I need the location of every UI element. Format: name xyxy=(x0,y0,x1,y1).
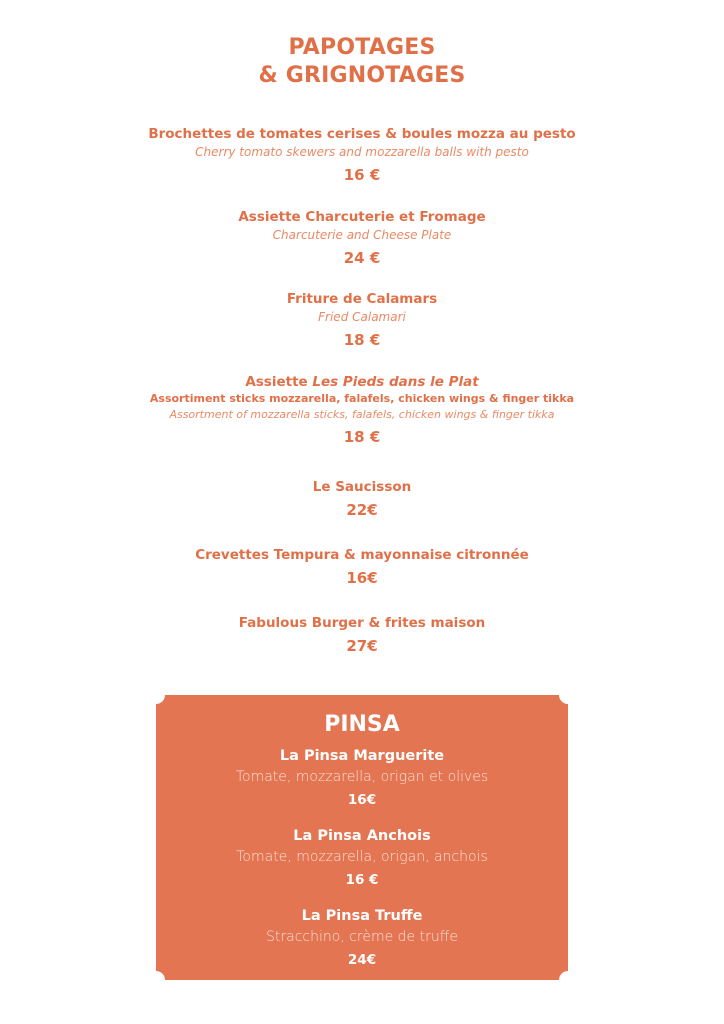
pinsa-item-price: 24€ xyxy=(347,952,377,968)
pinsa-item-price: 16 € xyxy=(345,872,379,888)
item-name xyxy=(0,373,724,391)
item-name: Crevettes Tempura & mayonnaise citronnée xyxy=(195,547,529,563)
pinsa-item-desc: Tomate, mozzarella, origan, anchois xyxy=(236,849,488,865)
menu-item xyxy=(0,373,724,447)
menu-item xyxy=(0,614,724,656)
panel-corner-notch xyxy=(559,686,577,704)
item-name: Friture de Calamars xyxy=(286,291,438,307)
item-price: 22€ xyxy=(346,501,378,519)
section-title-line1: PAPOTAGES xyxy=(288,35,436,60)
pinsa-title: PINSA xyxy=(324,712,400,737)
item-english: Cherry tomato skewers and mozzarella balls with pesto xyxy=(195,145,529,159)
item-name: Assiette Charcuterie et Fromage xyxy=(238,209,486,225)
pinsa-item-price: 16€ xyxy=(347,792,377,808)
item-english: Assortment of mozzarella sticks, falafels, chicken wings & finger tikka xyxy=(169,408,555,421)
pinsa-item-name: La Pinsa Anchois xyxy=(293,828,431,844)
item-name: Le Saucisson xyxy=(312,479,412,495)
menu-item xyxy=(0,546,724,588)
item-french-desc: Assortiment sticks mozzarella, falafels, chicken wings & finger tikka xyxy=(149,392,575,405)
pinsa-item xyxy=(156,746,568,810)
pinsa-item-name: La Pinsa Marguerite xyxy=(279,748,445,764)
item-english: Charcuterie and Cheese Plate xyxy=(272,228,452,242)
item-name-prefix: Assiette xyxy=(245,374,313,390)
item-price: 16 € xyxy=(343,166,381,184)
pinsa-item xyxy=(156,826,568,890)
pinsa-item-desc: Tomate, mozzarella, origan et olives xyxy=(235,769,489,785)
pinsa-panel xyxy=(156,695,568,980)
pinsa-item-desc: Stracchino, crème de truffe xyxy=(266,929,458,945)
item-price: 18 € xyxy=(343,331,381,349)
menu-item xyxy=(0,125,724,185)
item-price: 27€ xyxy=(346,637,378,655)
panel-corner-notch xyxy=(559,971,577,989)
panel-corner-notch xyxy=(147,971,165,989)
section-title xyxy=(0,34,724,90)
pinsa-item-name: La Pinsa Truffe xyxy=(301,908,423,924)
item-name: Fabulous Burger & frites maison xyxy=(238,615,486,631)
section-title-line2: & GRIGNOTAGES xyxy=(258,63,466,88)
item-english: Fried Calamari xyxy=(318,310,406,324)
menu-item xyxy=(0,208,724,268)
menu-item xyxy=(0,478,724,520)
pinsa-item xyxy=(156,906,568,970)
item-name: Brochettes de tomates cerises & boules mozza au pesto xyxy=(148,126,576,142)
item-price: 16€ xyxy=(346,569,378,587)
menu-item xyxy=(0,290,724,350)
item-price: 18 € xyxy=(343,428,381,446)
panel-corner-notch xyxy=(147,686,165,704)
item-price: 24 € xyxy=(343,249,381,267)
item-name-italic: Les Pieds dans le Plat xyxy=(312,374,479,390)
